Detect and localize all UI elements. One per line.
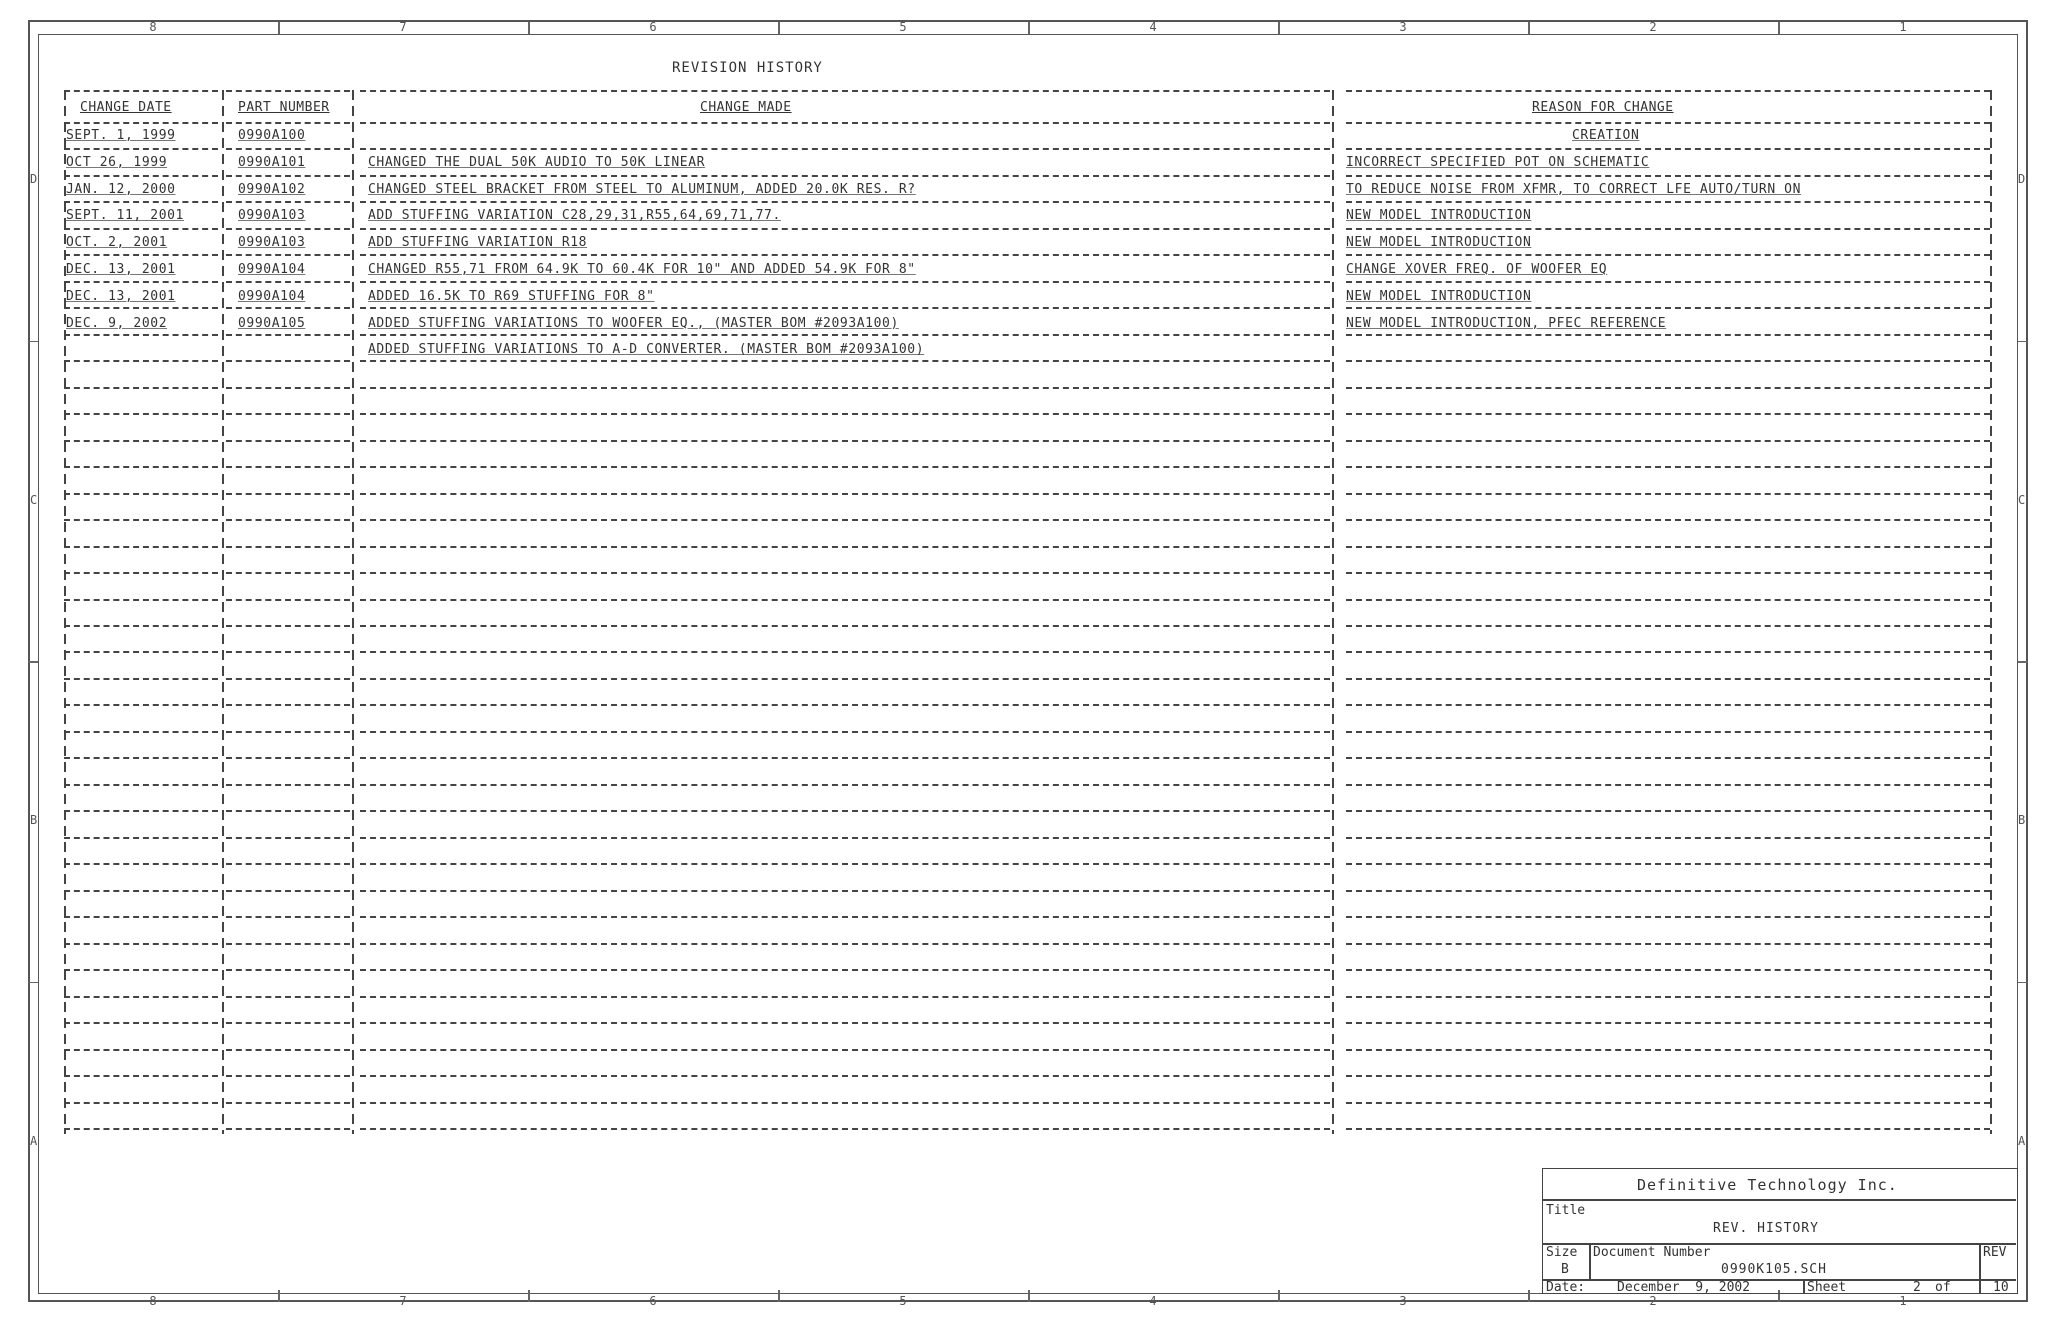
zone-number-top: 5 <box>899 20 907 34</box>
zone-number-bottom: 1 <box>1899 1294 1907 1308</box>
table-dashed-rule <box>64 651 218 653</box>
cell-part-number: 0990A100 <box>238 128 306 143</box>
table-header-rule <box>1346 90 1990 92</box>
table-dashed-rule <box>360 148 1330 150</box>
table-dashed-rule <box>226 1022 350 1024</box>
revision-history-title: REVISION HISTORY <box>672 60 823 76</box>
table-dashed-rule <box>64 148 218 150</box>
table-dashed-rule <box>360 122 1330 124</box>
table-dashed-rule <box>226 704 350 706</box>
cell-change-made: ADDED STUFFING VARIATIONS TO A-D CONVERTER. (MASTER BOM #2093A100) <box>368 342 925 358</box>
table-dashed-rule <box>226 1102 350 1104</box>
table-column-rule <box>1990 90 1992 1134</box>
table-dashed-rule <box>1346 175 1990 177</box>
cell-change-made: ADDED STUFFING VARIATIONS TO WOOFER EQ., (MASTER BOM #2093A100) <box>368 315 899 331</box>
table-dashed-rule <box>1346 625 1990 627</box>
table-dashed-rule <box>360 837 1330 839</box>
zone-divider <box>2018 982 2028 984</box>
table-column-rule <box>1332 90 1334 1134</box>
table-dashed-rule <box>1346 387 1990 389</box>
zone-letter-right: B <box>2018 813 2026 828</box>
table-dashed-rule <box>226 360 350 362</box>
table-dashed-rule <box>360 201 1330 203</box>
table-dashed-rule <box>360 863 1330 865</box>
table-dashed-rule <box>64 572 218 574</box>
tb-divider <box>1803 1279 1805 1293</box>
table-dashed-rule <box>226 625 350 627</box>
table-dashed-rule <box>226 519 350 521</box>
table-dashed-rule <box>64 996 218 998</box>
cell-part-number: 0990A104 <box>238 262 306 277</box>
zone-divider <box>1278 22 1280 34</box>
table-dashed-rule <box>64 387 218 389</box>
zone-number-bottom: 6 <box>649 1294 657 1308</box>
table-dashed-rule <box>226 1049 350 1051</box>
cell-change-date: DEC. 9, 2002 <box>66 315 168 331</box>
cell-reason: NEW MODEL INTRODUCTION <box>1346 235 1532 251</box>
table-dashed-rule <box>360 546 1330 548</box>
cell-part-number: 0990A104 <box>238 288 306 304</box>
table-dashed-rule <box>360 175 1330 177</box>
table-dashed-rule <box>226 943 350 945</box>
table-dashed-rule <box>226 1075 350 1077</box>
table-dashed-rule <box>226 890 350 892</box>
cell-change-made: ADD STUFFING VARIATION C28,29,31,R55,64,69,71,77. <box>368 208 781 224</box>
table-dashed-rule <box>1346 731 1990 733</box>
cell-change-date: OCT. 2, 2001 <box>66 235 168 251</box>
cell-part-number: 0990A102 <box>238 181 306 197</box>
cell-change-date: SEPT. 1, 1999 <box>66 128 176 143</box>
cell-change-made: ADD STUFFING VARIATION R18 <box>368 235 588 251</box>
table-dashed-rule <box>360 943 1330 945</box>
table-dashed-rule <box>360 440 1330 442</box>
table-dashed-rule <box>64 1075 218 1077</box>
cell-reason: INCORRECT SPECIFIED POT ON SCHEMATIC <box>1346 154 1650 170</box>
table-dashed-rule <box>226 599 350 601</box>
cell-change-made: CHANGED STEEL BRACKET FROM STEEL TO ALUMINUM, ADDED 20.0K RES. R? <box>368 181 916 197</box>
table-dashed-rule <box>64 863 218 865</box>
cell-reason: NEW MODEL INTRODUCTION <box>1346 288 1532 304</box>
zone-letter-left: D <box>30 172 38 187</box>
table-dashed-rule <box>1346 890 1990 892</box>
table-dashed-rule <box>1346 863 1990 865</box>
company-name: Definitive Technology Inc. <box>1637 1176 1898 1194</box>
table-dashed-rule <box>360 572 1330 574</box>
zone-number-bottom: 8 <box>149 1294 157 1308</box>
zone-number-top: 8 <box>149 20 157 34</box>
table-dashed-rule <box>64 1022 218 1024</box>
table-dashed-rule <box>1346 784 1990 786</box>
table-dashed-rule <box>1346 810 1990 812</box>
cell-change-made: CHANGED R55,71 FROM 64.9K TO 60.4K FOR 10" AND ADDED 54.9K FOR 8" <box>368 262 916 277</box>
table-dashed-rule <box>226 757 350 759</box>
zone-divider <box>1028 22 1030 34</box>
table-column-rule <box>64 90 66 1134</box>
table-dashed-rule <box>64 122 218 124</box>
table-dashed-rule <box>360 1022 1330 1024</box>
sheet-inner-border <box>38 34 2018 1294</box>
zone-number-bottom: 2 <box>1649 1294 1657 1308</box>
table-dashed-rule <box>226 863 350 865</box>
rev-label: REV <box>1983 1245 2007 1260</box>
table-dashed-rule <box>360 1049 1330 1051</box>
table-dashed-rule <box>1346 1049 1990 1051</box>
table-dashed-rule <box>64 731 218 733</box>
table-dashed-rule <box>226 572 350 574</box>
zone-divider <box>1778 22 1780 34</box>
table-dashed-rule <box>64 1102 218 1104</box>
cell-change-date: OCT 26, 1999 <box>66 154 168 170</box>
zone-divider <box>778 22 780 34</box>
zone-letter-left: C <box>30 492 38 507</box>
table-dashed-rule <box>1346 572 1990 574</box>
table-dashed-rule <box>226 413 350 415</box>
table-dashed-rule <box>64 1049 218 1051</box>
table-dashed-rule <box>64 440 218 442</box>
cell-change-made: CHANGED THE DUAL 50K AUDIO TO 50K LINEAR <box>368 154 706 170</box>
table-dashed-rule <box>1346 1075 1990 1077</box>
table-dashed-rule <box>64 678 218 680</box>
cell-reason: CREATION <box>1572 128 1640 143</box>
zone-divider <box>528 1290 530 1302</box>
table-dashed-rule <box>64 625 218 627</box>
table-dashed-rule <box>64 916 218 918</box>
zone-letter-left: A <box>30 1133 38 1148</box>
table-dashed-rule <box>226 201 350 203</box>
table-dashed-rule <box>226 810 350 812</box>
table-dashed-rule <box>360 334 1330 336</box>
cell-part-number: 0990A101 <box>238 154 306 170</box>
cell-change-made: ADDED 16.5K TO R69 STUFFING FOR 8" <box>368 288 655 304</box>
zone-divider <box>1278 1290 1280 1302</box>
cell-reason: CHANGE XOVER FREQ. OF WOOFER EQ <box>1346 262 1608 277</box>
table-dashed-rule <box>1346 122 1990 124</box>
table-dashed-rule <box>1346 837 1990 839</box>
table-dashed-rule <box>64 281 218 283</box>
zone-letter-left: B <box>30 813 38 828</box>
table-dashed-rule <box>226 784 350 786</box>
zone-number-top: 4 <box>1149 20 1157 34</box>
sheet-total: 10 <box>1993 1280 2009 1295</box>
cell-change-date: DEC. 13, 2001 <box>66 288 176 304</box>
table-dashed-rule <box>360 731 1330 733</box>
table-dashed-rule <box>226 122 350 124</box>
table-dashed-rule <box>226 281 350 283</box>
table-header-rule <box>64 90 218 92</box>
table-dashed-rule <box>64 837 218 839</box>
table-dashed-rule <box>1346 254 1990 256</box>
zone-divider <box>278 22 280 34</box>
table-dashed-rule <box>1346 943 1990 945</box>
table-dashed-rule <box>226 651 350 653</box>
table-header-rule <box>226 90 350 92</box>
sheet-label: Sheet <box>1807 1280 1847 1295</box>
zone-number-top: 2 <box>1649 20 1657 34</box>
table-dashed-rule <box>360 625 1330 627</box>
table-dashed-rule <box>360 307 1330 309</box>
table-dashed-rule <box>64 254 218 256</box>
table-dashed-rule <box>360 387 1330 389</box>
date-value: December 9, 2002 <box>1617 1280 1751 1295</box>
table-dashed-rule <box>64 969 218 971</box>
table-dashed-rule <box>226 254 350 256</box>
tb-divider <box>1589 1243 1591 1279</box>
zone-divider <box>1528 1290 1530 1302</box>
table-dashed-rule <box>1346 148 1990 150</box>
table-dashed-rule <box>64 784 218 786</box>
tb-divider <box>1979 1243 1981 1293</box>
table-dashed-rule <box>64 704 218 706</box>
zone-number-bottom: 7 <box>399 1294 407 1308</box>
table-dashed-rule <box>1346 996 1990 998</box>
zone-divider <box>778 1290 780 1302</box>
table-dashed-rule <box>64 943 218 945</box>
table-dashed-rule <box>1346 678 1990 680</box>
table-dashed-rule <box>64 228 218 230</box>
zone-letter-right: C <box>2018 492 2026 507</box>
table-dashed-rule <box>226 969 350 971</box>
table-dashed-rule <box>1346 704 1990 706</box>
table-dashed-rule <box>360 519 1330 521</box>
zone-number-top: 6 <box>649 20 657 34</box>
table-column-rule <box>222 90 224 1134</box>
table-dashed-rule <box>226 148 350 150</box>
cell-change-date: DEC. 13, 2001 <box>66 262 176 277</box>
zone-number-top: 3 <box>1399 20 1407 34</box>
table-dashed-rule <box>360 493 1330 495</box>
table-dashed-rule <box>226 837 350 839</box>
table-header-rule <box>360 90 1330 92</box>
table-dashed-rule <box>64 413 218 415</box>
table-dashed-rule <box>360 704 1330 706</box>
sheet-value: 2 <box>1913 1280 1921 1295</box>
cell-part-number: 0990A103 <box>238 208 306 224</box>
table-dashed-rule <box>226 1128 350 1130</box>
header-change-made: CHANGE MADE <box>700 100 792 115</box>
zone-number-top: 7 <box>399 20 407 34</box>
table-dashed-rule <box>360 1102 1330 1104</box>
table-dashed-rule <box>226 546 350 548</box>
table-dashed-rule <box>226 996 350 998</box>
table-dashed-rule <box>1346 201 1990 203</box>
table-dashed-rule <box>226 175 350 177</box>
cell-change-date: JAN. 12, 2000 <box>66 181 176 197</box>
table-dashed-rule <box>360 810 1330 812</box>
cell-reason: NEW MODEL INTRODUCTION, PFEC REFERENCE <box>1346 315 1667 331</box>
table-dashed-rule <box>1346 599 1990 601</box>
cell-reason: NEW MODEL INTRODUCTION <box>1346 208 1532 224</box>
table-dashed-rule <box>360 413 1330 415</box>
zone-divider <box>28 341 38 343</box>
cell-change-date: SEPT. 11, 2001 <box>66 208 184 224</box>
table-dashed-rule <box>64 519 218 521</box>
table-dashed-rule <box>64 466 218 468</box>
table-dashed-rule <box>360 466 1330 468</box>
table-dashed-rule <box>1346 969 1990 971</box>
table-dashed-rule <box>64 334 218 336</box>
table-dashed-rule <box>360 651 1330 653</box>
table-dashed-rule <box>1346 466 1990 468</box>
size-value: B <box>1561 1262 1569 1277</box>
table-dashed-rule <box>360 599 1330 601</box>
zone-divider <box>2018 341 2028 343</box>
table-dashed-rule <box>360 1128 1330 1130</box>
date-label: Date: <box>1546 1280 1586 1295</box>
table-dashed-rule <box>226 493 350 495</box>
table-dashed-rule <box>226 440 350 442</box>
of-label: of <box>1935 1280 1951 1295</box>
table-dashed-rule <box>226 228 350 230</box>
title-value: REV. HISTORY <box>1713 1221 1819 1236</box>
table-dashed-rule <box>1346 493 1990 495</box>
zone-letter-right: D <box>2018 172 2026 187</box>
zone-divider <box>1028 1290 1030 1302</box>
table-dashed-rule <box>226 916 350 918</box>
table-dashed-rule <box>1346 440 1990 442</box>
tb-divider <box>1543 1199 2016 1201</box>
table-dashed-rule <box>64 175 218 177</box>
table-dashed-rule <box>1346 916 1990 918</box>
table-dashed-rule <box>64 360 218 362</box>
table-dashed-rule <box>1346 546 1990 548</box>
table-dashed-rule <box>360 969 1330 971</box>
table-dashed-rule <box>360 281 1330 283</box>
table-column-rule <box>352 90 354 1134</box>
cell-part-number: 0990A103 <box>238 235 306 251</box>
table-dashed-rule <box>226 307 350 309</box>
table-dashed-rule <box>64 810 218 812</box>
table-dashed-rule <box>1346 519 1990 521</box>
zone-letter-right: A <box>2018 1133 2026 1148</box>
title-label: Title <box>1546 1203 1586 1218</box>
table-dashed-rule <box>360 996 1330 998</box>
table-dashed-rule <box>360 254 1330 256</box>
table-dashed-rule <box>64 201 218 203</box>
zone-number-bottom: 4 <box>1149 1294 1157 1308</box>
table-dashed-rule <box>360 228 1330 230</box>
table-dashed-rule <box>64 1128 218 1130</box>
zone-divider <box>28 661 38 663</box>
table-dashed-rule <box>360 784 1330 786</box>
zone-divider <box>528 22 530 34</box>
table-dashed-rule <box>64 307 218 309</box>
table-dashed-rule <box>226 334 350 336</box>
table-dashed-rule <box>64 546 218 548</box>
zone-divider <box>278 1290 280 1302</box>
table-dashed-rule <box>226 466 350 468</box>
title-block <box>1542 1168 2018 1294</box>
table-dashed-rule <box>1346 1128 1990 1130</box>
table-dashed-rule <box>360 890 1330 892</box>
zone-number-bottom: 3 <box>1399 1294 1407 1308</box>
header-reason: REASON FOR CHANGE <box>1532 100 1674 115</box>
table-dashed-rule <box>1346 651 1990 653</box>
table-dashed-rule <box>64 493 218 495</box>
size-label: Size <box>1546 1245 1578 1260</box>
doc-number-value: 0990K105.SCH <box>1721 1262 1827 1277</box>
table-dashed-rule <box>1346 334 1990 336</box>
doc-number-label: Document Number <box>1593 1245 1711 1260</box>
table-dashed-rule <box>226 678 350 680</box>
cell-reason: TO REDUCE NOISE FROM XFMR, TO CORRECT LFE AUTO/TURN ON <box>1346 181 1802 197</box>
table-dashed-rule <box>226 387 350 389</box>
zone-number-top: 1 <box>1899 20 1907 34</box>
zone-number-bottom: 5 <box>899 1294 907 1308</box>
table-dashed-rule <box>64 599 218 601</box>
table-dashed-rule <box>1346 228 1990 230</box>
table-dashed-rule <box>360 1075 1330 1077</box>
header-part-number: PART NUMBER <box>238 100 330 115</box>
table-dashed-rule <box>1346 307 1990 309</box>
header-change-date: CHANGE DATE <box>80 100 172 115</box>
table-dashed-rule <box>1346 281 1990 283</box>
table-dashed-rule <box>226 731 350 733</box>
table-dashed-rule <box>360 360 1330 362</box>
table-dashed-rule <box>1346 757 1990 759</box>
table-dashed-rule <box>1346 1022 1990 1024</box>
zone-divider <box>28 982 38 984</box>
table-dashed-rule <box>1346 413 1990 415</box>
table-dashed-rule <box>360 916 1330 918</box>
table-dashed-rule <box>360 678 1330 680</box>
table-dashed-rule <box>64 757 218 759</box>
cell-part-number: 0990A105 <box>238 315 306 331</box>
zone-divider <box>1528 22 1530 34</box>
table-dashed-rule <box>360 757 1330 759</box>
table-dashed-rule <box>1346 360 1990 362</box>
table-dashed-rule <box>1346 1102 1990 1104</box>
zone-divider <box>2018 661 2028 663</box>
table-dashed-rule <box>64 890 218 892</box>
